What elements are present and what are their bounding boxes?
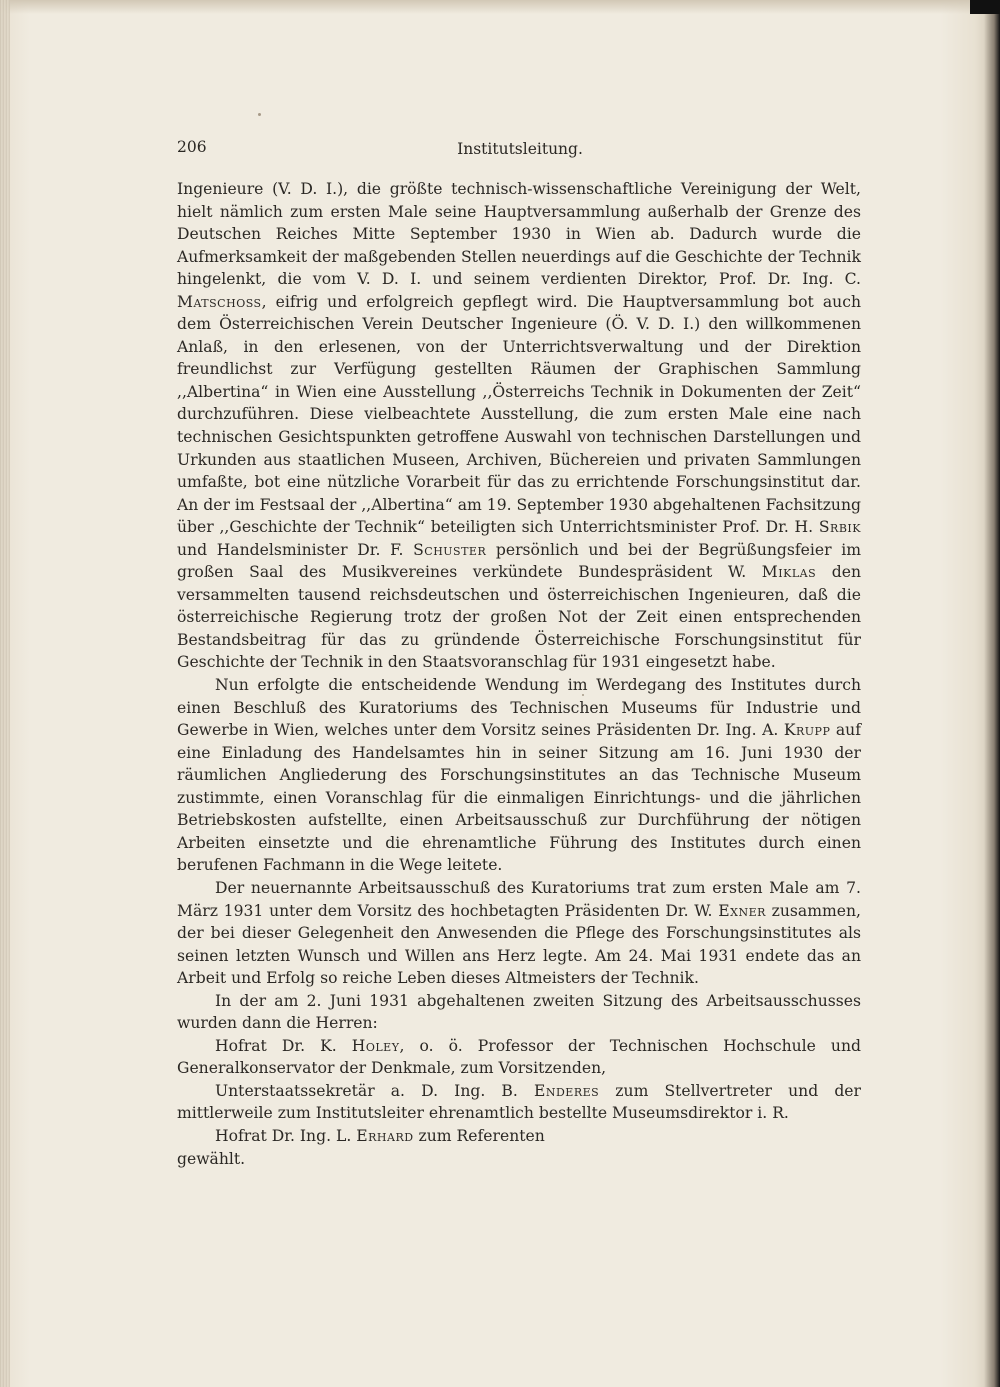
person-name: Holey: [351, 1036, 400, 1055]
text-run: , eifrig und erfolgreich gepflegt wird. Die Hauptversammlung bot auch dem Österreichischen Verein Deutscher Ingenieure (Ö. V. D. I.) den willkommenen Anlaß, in den erlesenen, von der Unterrichtsverwaltung und der Direktion freundlichst zur Verfügung gestellten Räumen der Graphischen Sammlung ,,Albertina“ in Wien eine Ausstellung ,,Österreichs Technik in Dokumenten der Zeit“ durchzuführen. Diese vielbeachtete Ausstellung, die zum ersten Male eine nach technischen Gesichtspunkten getroffene Auswahl von technischen Darstellungen und Urkunden aus staatlichen Museen, Archiven, Büchereien und privaten Sammlungen umfaßte, bot eine nützliche Vorarbeit für das zu errichtende Forschungsinstitut dar. An der im Festsaal der ,,Albertina“ am 19. September 1930 abgehaltenen Fachsitzung über ,,Geschichte der Technik“ beteiligten sich Unterrichtsminister Prof. Dr. H.: [177, 292, 861, 537]
person-name: Krupp: [783, 721, 831, 740]
text-run: zum Stellvertreter und der mittlerweile zum Institutsleiter ehrenamtlich bestellte Museumsdirektor i. R.: [177, 1081, 861, 1123]
paragraph: [177, 990, 861, 1035]
running-head: [177, 138, 863, 164]
text-run: persönlich und bei der Begrüßungsfeier im großen Saal des Musikvereines verkündete Bundespräsident W.: [177, 540, 861, 582]
page-binding-edge: [0, 0, 10, 1387]
paragraph: [177, 1125, 861, 1148]
paragraph: [177, 1148, 861, 1171]
text-run: und Handelsminister Dr. F.: [177, 540, 414, 559]
person-name: Miklas: [761, 563, 817, 582]
person-name: Enderes: [533, 1081, 600, 1100]
text-run: den versammelten tausend reichsdeutschen und österreichischen Ingenieuren, daß die österreichische Regierung trotz der großen Not der Zeit einen entsprechenden Bestandsbeitrag für das zu gründende Österreichische Forschungsinstitut für Geschichte der Technik in den Staatsvoranschlag für 1931 eingesetzt habe.: [177, 563, 862, 672]
text-run: Hofrat Dr. K.: [215, 1036, 352, 1055]
person-name: Schuster: [413, 540, 487, 559]
person-name: Exner: [718, 901, 766, 920]
text-run: In der am 2. Juni 1931 abgehaltenen zweiten Sitzung des Arbeitsausschusses wurden dann die Herren:: [177, 991, 861, 1033]
text-run: Der neuernannte Arbeitsausschuß des Kuratoriums trat zum ersten Male am 7. März 1931 unter dem Vorsitz des hochbetagten Präsidenten Dr. W.: [177, 878, 861, 920]
person-name: Matschoss: [177, 292, 262, 311]
body-text: [177, 178, 861, 1170]
page-outer-edge: [954, 0, 1000, 1387]
paragraph: [177, 1080, 861, 1125]
page-number: 206: [177, 138, 207, 156]
person-name: Erhard: [356, 1126, 414, 1145]
text-run: Hofrat Dr. Ing. L.: [215, 1126, 357, 1145]
text-run: Ingenieure (V. D. I.), die größte technisch-wissenschaftliche Vereinigung der Welt, hielt nämlich zum ersten Male seine Hauptversammlung außerhalb der Grenze des Deutschen Reiches Mitte September 1930 in Wien ab. Dadurch wurde die Aufmerksamkeit der maßgebenden Stellen neuerdings auf die Geschichte der Technik hingelenkt, die vom V. D. I. und seinem verdienten Direktor, Prof. Dr. Ing. C.: [177, 180, 861, 289]
text-run: zusammen, der bei dieser Gelegenheit den Anwesenden die Pflege des Forschungsinstitutes als seinen letzten Wunsch und Willen ans Herz legte. Am 24. Mai 1931 endete das an Arbeit und Erfolg so reiche Leben dieses Altmeisters der Technik.: [177, 901, 861, 988]
text-run: zum Referenten: [413, 1126, 545, 1145]
paragraph: [177, 1035, 861, 1080]
person-name: Srbik: [818, 518, 861, 537]
text-run: Unterstaatssekretär a. D. Ing. B.: [215, 1081, 534, 1100]
text-run: auf eine Einladung des Handelsamtes hin in seiner Sitzung am 16. Juni 1930 der räumlichen Angliederung des Forschungsinstitutes an das Technische Museum zustimmte, einen Voranschlag für die einmaligen Einrichtungs- und die jährlichen Betriebskosten aufstellte, einen Arbeitsausschuß zur Durchführung der nötigen Arbeiten einsetzte und die ehrenamtliche Führung des Institutes durch einen berufenen Fachmann in die Wege leitete.: [177, 721, 861, 875]
text-run: gewählt.: [177, 1149, 246, 1168]
text-run: , o. ö. Professor der Technischen Hochschule und Generalkonservator der Denkmale, zum Vorsitzenden,: [177, 1036, 861, 1078]
paragraph: [177, 877, 861, 990]
paragraph: [177, 178, 861, 674]
scan-corner-mark: [970, 0, 1000, 14]
running-head-title: Institutsleitung.: [457, 140, 583, 158]
text-run: Nun erfolgte die entscheidende Wendung im Werdegang des Institutes durch einen Beschluß des Kuratoriums des Technischen Museums für Industrie und Gewerbe in Wien, welches unter dem Vorsitz seines Präsidenten Dr. Ing. A.: [177, 676, 861, 740]
paragraph: [177, 674, 861, 877]
paper-speck: [258, 113, 261, 116]
